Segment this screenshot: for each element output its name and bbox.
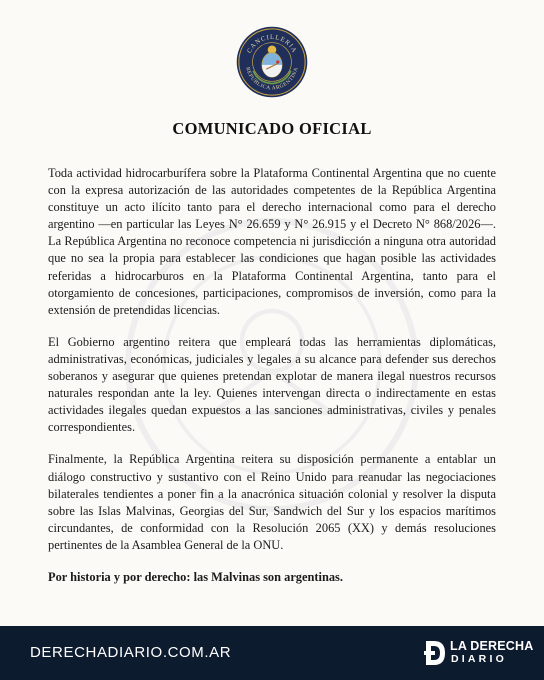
cancilleria-seal-icon xyxy=(236,26,308,98)
logo-text-line1: LA DERECHA xyxy=(450,639,534,653)
closing-statement: Por historia y por derecho: las Malvinas son argentinas. xyxy=(48,569,343,584)
footer-bar xyxy=(0,626,544,680)
paragraph-1: Toda actividad hidrocarburífera sobre la Plataforma Continental Argentina que no cuente con la expresa autorización de las autoridades competentes de la República Argentina constituye un acto ilícito tanto para el derecho internacional como para el derecho argentino —en particular las Leyes N° 26.659 y N° 26.915 y el Decreto N° 868/2026—. La República Argentina no reconoce competencia ni jurisdicción a ninguna otra autoridad que no sea la propia para establecer las condiciones que hagan posible las actividades referidas a hidrocarburos en la Plataforma Continental Argentina, tanto para el otorgamiento de concesiones, participaciones, compromisos de inversión, como para la extensión de pretendidas licencias. xyxy=(48,166,496,317)
seal-text-bottom: REPUBLICA ARGENTINA xyxy=(244,66,300,92)
paragraph-3: Finalmente, la República Argentina reitera su disposición permanente a entablar un diálogo constructivo y sustantivo con el Reino Unido para reanudar las negociaciones bilaterales tendientes a poner fin a la anacrónica situación colonial y resolver la disputa sobre las Islas Malvinas, Georgias del Sur, Sandwich del Sur y los espacios marítimos circundantes, de conformidad con la Resolución 2065 (XX) y demás resoluciones pertinentes de la Asamblea General de la ONU. xyxy=(48,452,496,552)
document-body xyxy=(48,165,496,601)
d-logo-icon xyxy=(424,640,446,666)
paragraph-2: El Gobierno argentino reitera que empleará todas las herramientas diplomáticas, administrativas, económicas, judiciales y legales a su alcance para defender sus derechos soberanos y asegurar que quienes pretendan explotar de manera ilegal nuestros recursos naturales respondan ante la ley. Quienes intervengan directa o indirectamente en estas actividades ilegales quedan expuestos a las sanciones administrativas, civiles y penales correspondientes. xyxy=(48,334,496,435)
page-title: COMUNICADO OFICIAL xyxy=(172,119,372,138)
footer-website-link[interactable]: DERECHADIARIO.COM.AR xyxy=(30,644,232,661)
la-derecha-diario-logo[interactable] xyxy=(424,638,534,668)
seal-text-top: CANCILLERIA xyxy=(245,33,299,55)
logo-text-line2: DIARIO xyxy=(451,653,507,665)
